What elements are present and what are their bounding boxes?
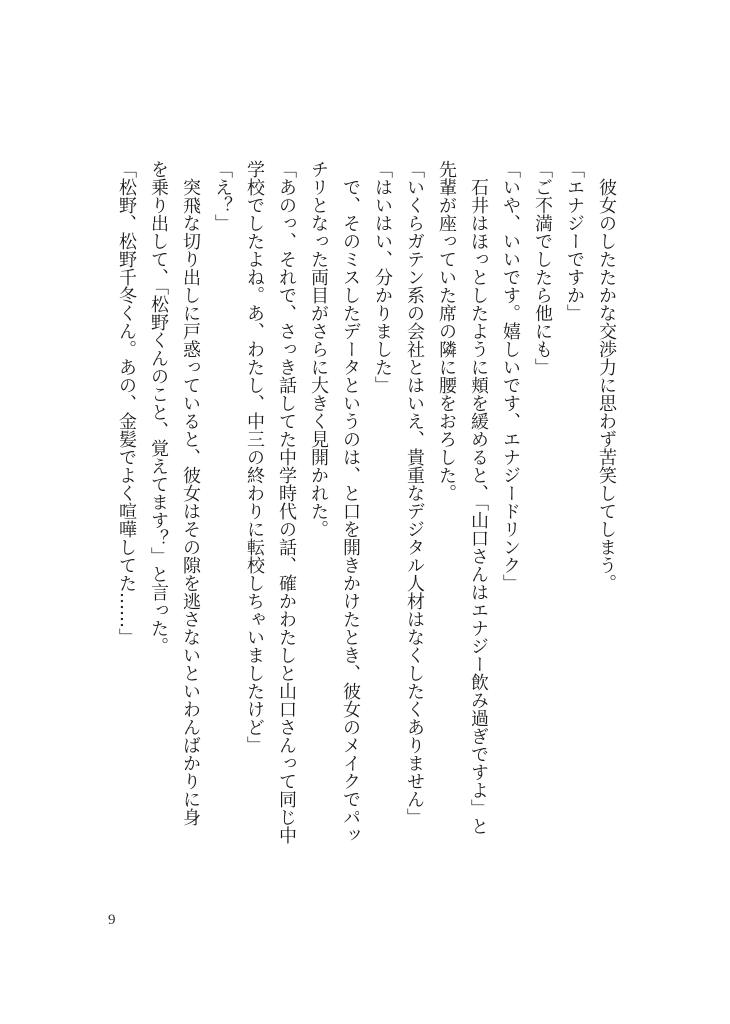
text-line: を乗り出して、「松野くんのこと、覚えてます？」と言った。 bbox=[148, 160, 169, 655]
text-line: 「え？」 bbox=[212, 160, 233, 232]
text-line: 突飛な切り出しに戸惑っていると、彼女はその隙を逃さないといわんばかりに身 bbox=[180, 178, 201, 826]
text-line: 彼女のしたたかな交渉力に思わず苦笑してしまう。 bbox=[596, 178, 617, 592]
text-line: 「はいはい、分かりました」 bbox=[372, 160, 393, 394]
text-line: 先輩が座っていた席の隣に腰をおろした。 bbox=[436, 160, 457, 502]
text-line: チリとなった両目がさらに大きく見開かれた。 bbox=[308, 160, 329, 538]
text-line: 「あのっ、それで、さっき話してた中学時代の話、確かわたしと山口さんって同じ中 bbox=[276, 160, 297, 844]
text-line: 「いや、いいです。嬉しいです、エナジードリンク」 bbox=[500, 160, 521, 592]
text-line: 「エナジーですか」 bbox=[564, 160, 585, 322]
text-line: 「松野、松野千冬くん。あの、金髪でよく喧嘩してた……」 bbox=[116, 160, 137, 646]
text-line: 学校でしたよね。あ、わたし、中三の終わりに転校しちゃいましたけど」 bbox=[244, 160, 265, 754]
text-line: 石井はほっとしたように頬を緩めると、「山口さんはエナジー飲み過ぎですよ」と bbox=[468, 178, 489, 835]
text-line: 「ご不満でしたら他にも」 bbox=[532, 160, 553, 376]
text-line: 「いくらガテン系の会社とはいえ、貴重なデジタル人材はなくしたくありません」 bbox=[404, 160, 425, 826]
page-number: 9 bbox=[108, 912, 116, 928]
text-line: で、そのミスしたデータというのは、と口を開きかけたとき、彼女のメイクでパッ bbox=[340, 178, 361, 844]
vertical-text-block bbox=[110, 160, 622, 844]
